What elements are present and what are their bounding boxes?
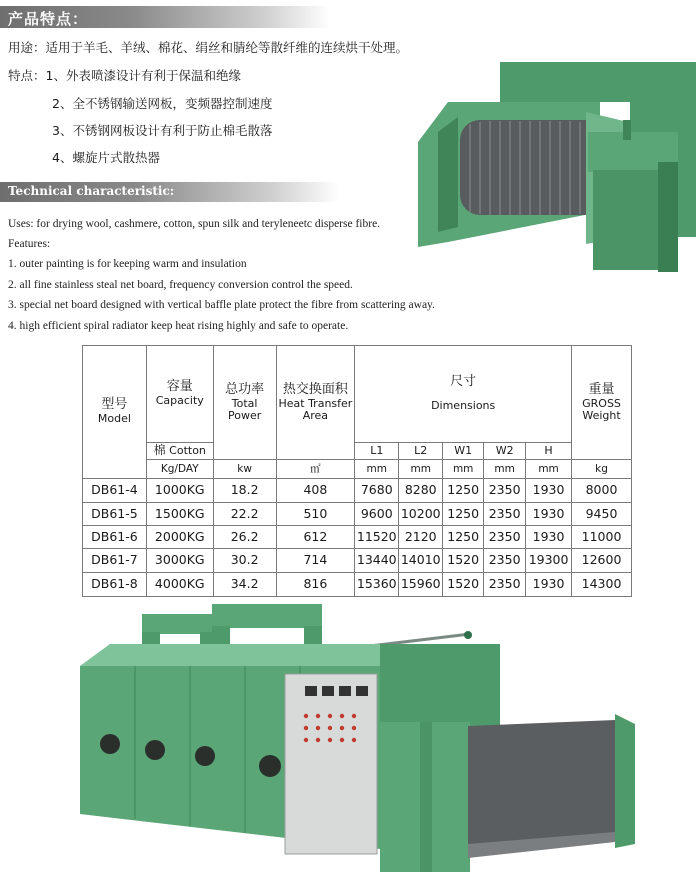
model-cn: 型号 (101, 396, 128, 412)
cell-power: 18.2 (213, 478, 276, 502)
table-subheader-row (83, 443, 632, 460)
cn-feature-3: 3、不锈钢网板设计有利于防止棉毛散落 (52, 123, 273, 138)
sub-h: H (526, 443, 572, 460)
cell-capacity: 2000KG (146, 526, 213, 549)
cell-w1: 1250 (443, 526, 484, 549)
cell-model: DB61-7 (83, 549, 147, 572)
cell-w2: 2350 (484, 502, 526, 525)
side-cabinet (593, 170, 668, 270)
cotton-label (146, 443, 213, 460)
col-header-dimensions (355, 346, 572, 443)
cell-w1: 1250 (443, 502, 484, 525)
en-feature-4: 4. high efficient spiral radiator keep heat rising highly and safe to operate. (8, 320, 349, 332)
cell-w2: 2350 (484, 572, 526, 596)
en-feature-2: 2. all fine stainless steal net board, frequency conversion control the speed. (8, 279, 353, 291)
unit-w1: mm (443, 460, 484, 478)
side-cabinet-edge (658, 162, 678, 272)
cotton-en: Cotton (169, 444, 206, 458)
cell-w2: 2350 (484, 478, 526, 502)
cell-l1: 9600 (355, 502, 399, 525)
unit-power: kw (213, 460, 276, 478)
col-header-model (83, 346, 147, 479)
cell-l2: 8280 (399, 478, 443, 502)
section-header-en-label: Technical characteristic: (8, 184, 175, 198)
power-en-1: Total (231, 396, 258, 410)
power-en-2: Power (227, 409, 262, 423)
cell-h: 1930 (526, 526, 572, 549)
fan-port-1 (100, 734, 120, 754)
col-header-power (213, 346, 276, 460)
cell-w2: 2350 (484, 526, 526, 549)
cotton-cn: 棉 (153, 443, 166, 458)
cell-w1: 1520 (443, 549, 484, 572)
cell-weight: 14300 (572, 572, 632, 596)
col-header-weight (572, 346, 632, 460)
cell-weight: 9450 (572, 502, 632, 525)
cell-power: 22.2 (213, 502, 276, 525)
section-header-en (0, 182, 340, 202)
cell-h: 19300 (526, 549, 572, 572)
table-row (83, 526, 632, 549)
en-features-label: Features: (8, 238, 51, 250)
weight-cn: 重量 (588, 381, 615, 397)
dim-en: Dimensions (431, 399, 496, 413)
cell-power: 26.2 (213, 526, 276, 549)
cn-feature-2: 2、全不锈钢输送网板，变频器控制速度 (52, 96, 273, 111)
control-cabinet (285, 674, 377, 854)
dim-cn: 尺寸 (450, 374, 477, 390)
conveyor-end-plate (615, 714, 635, 848)
unit-weight: kg (572, 460, 632, 478)
cell-area: 714 (276, 549, 355, 572)
cell-w1: 1250 (443, 478, 484, 502)
cell-capacity: 3000KG (146, 549, 213, 572)
cn-feature-4: 4、螺旋片式散热器 (52, 150, 160, 165)
cn-use-line: 用途：适用于羊毛、羊绒、棉花、绢丝和腈纶等散纤维的连续烘干处理。 (8, 40, 409, 55)
dryer-machine-illustration-bottom (80, 604, 640, 876)
cell-power: 30.2 (213, 549, 276, 572)
unit-capacity: Kg/DAY (146, 460, 213, 478)
cell-model: DB61-5 (83, 502, 147, 525)
cell-weight: 12600 (572, 549, 632, 572)
cell-l2: 14010 (399, 549, 443, 572)
conveyor-post (420, 722, 432, 872)
fan-port-2 (145, 740, 165, 760)
conveyor-belt (468, 720, 624, 850)
cell-l1: 13440 (355, 549, 399, 572)
unit-area: ㎡ (276, 460, 355, 478)
cell-l1: 11520 (355, 526, 399, 549)
housing-edge (438, 117, 458, 232)
cell-capacity: 1000KG (146, 478, 213, 502)
dryer-machine-illustration-top (418, 62, 696, 280)
model-en: Model (97, 411, 131, 425)
power-cn: 总功率 (225, 381, 265, 397)
col-header-capacity (146, 346, 213, 443)
cell-area: 408 (276, 478, 355, 502)
section-header-cn-label: 产品特点： (8, 10, 89, 28)
area-cn: 热交换面积 (282, 381, 348, 397)
sub-w2: W2 (484, 443, 526, 460)
table-row (83, 549, 632, 572)
cell-l1: 15360 (355, 572, 399, 596)
table-row (83, 478, 632, 502)
sub-l2: L2 (399, 443, 443, 460)
cell-area: 816 (276, 572, 355, 596)
table-unit-row (83, 460, 632, 478)
pipe-stub (623, 120, 631, 140)
cell-w2: 2350 (484, 549, 526, 572)
fan-port-4 (259, 755, 281, 777)
cell-model: DB61-6 (83, 526, 147, 549)
capacity-cn: 容量 (166, 379, 193, 395)
cell-capacity: 4000KG (146, 572, 213, 596)
cell-h: 1930 (526, 478, 572, 502)
capacity-en: Capacity (155, 394, 204, 408)
col-header-area (276, 346, 355, 460)
en-uses-line: Uses: for drying wool, cashmere, cotton, spun silk and teryleneetc disperse fibre. (8, 218, 381, 230)
cell-model: DB61-4 (83, 478, 147, 502)
rail-knob (464, 631, 472, 639)
en-feature-1: 1. outer painting is for keeping warm and insulation (8, 258, 247, 270)
area-en-2: Area (302, 409, 329, 423)
cell-capacity: 1500KG (146, 502, 213, 525)
cell-l1: 7680 (355, 478, 399, 502)
cell-area: 510 (276, 502, 355, 525)
sub-l1: L1 (355, 443, 399, 460)
table-row (83, 572, 632, 596)
fan-port-3 (195, 746, 215, 766)
unit-w2: mm (484, 460, 526, 478)
unit-h: mm (526, 460, 572, 478)
table-header-row (83, 346, 632, 443)
unit-l2: mm (399, 460, 443, 478)
area-en-1: Heat Transfer (278, 396, 353, 410)
cell-model: DB61-8 (83, 572, 147, 596)
unit-l1: mm (355, 460, 399, 478)
cell-area: 612 (276, 526, 355, 549)
spec-table (82, 345, 632, 597)
cell-weight: 8000 (572, 478, 632, 502)
cell-l2: 2120 (399, 526, 443, 549)
cell-power: 34.2 (213, 572, 276, 596)
cell-l2: 15960 (399, 572, 443, 596)
weight-en-2: Weight (582, 409, 621, 423)
cell-weight: 11000 (572, 526, 632, 549)
cell-h: 1930 (526, 502, 572, 525)
table-row (83, 502, 632, 525)
section-header-cn (0, 6, 330, 28)
cell-l2: 10200 (399, 502, 443, 525)
weight-en-1: GROSS (582, 396, 621, 410)
cell-h: 1930 (526, 572, 572, 596)
sub-w1: W1 (443, 443, 484, 460)
duct-top-2 (212, 604, 322, 628)
en-feature-3: 3. special net board designed with vertical baffle plate protect the fibre from scattering away. (8, 299, 435, 311)
duct-top-1 (142, 614, 218, 634)
cn-feature-1: 特点：1、外表喷漆设计有利于保温和绝缘 (8, 68, 241, 83)
cell-w1: 1520 (443, 572, 484, 596)
